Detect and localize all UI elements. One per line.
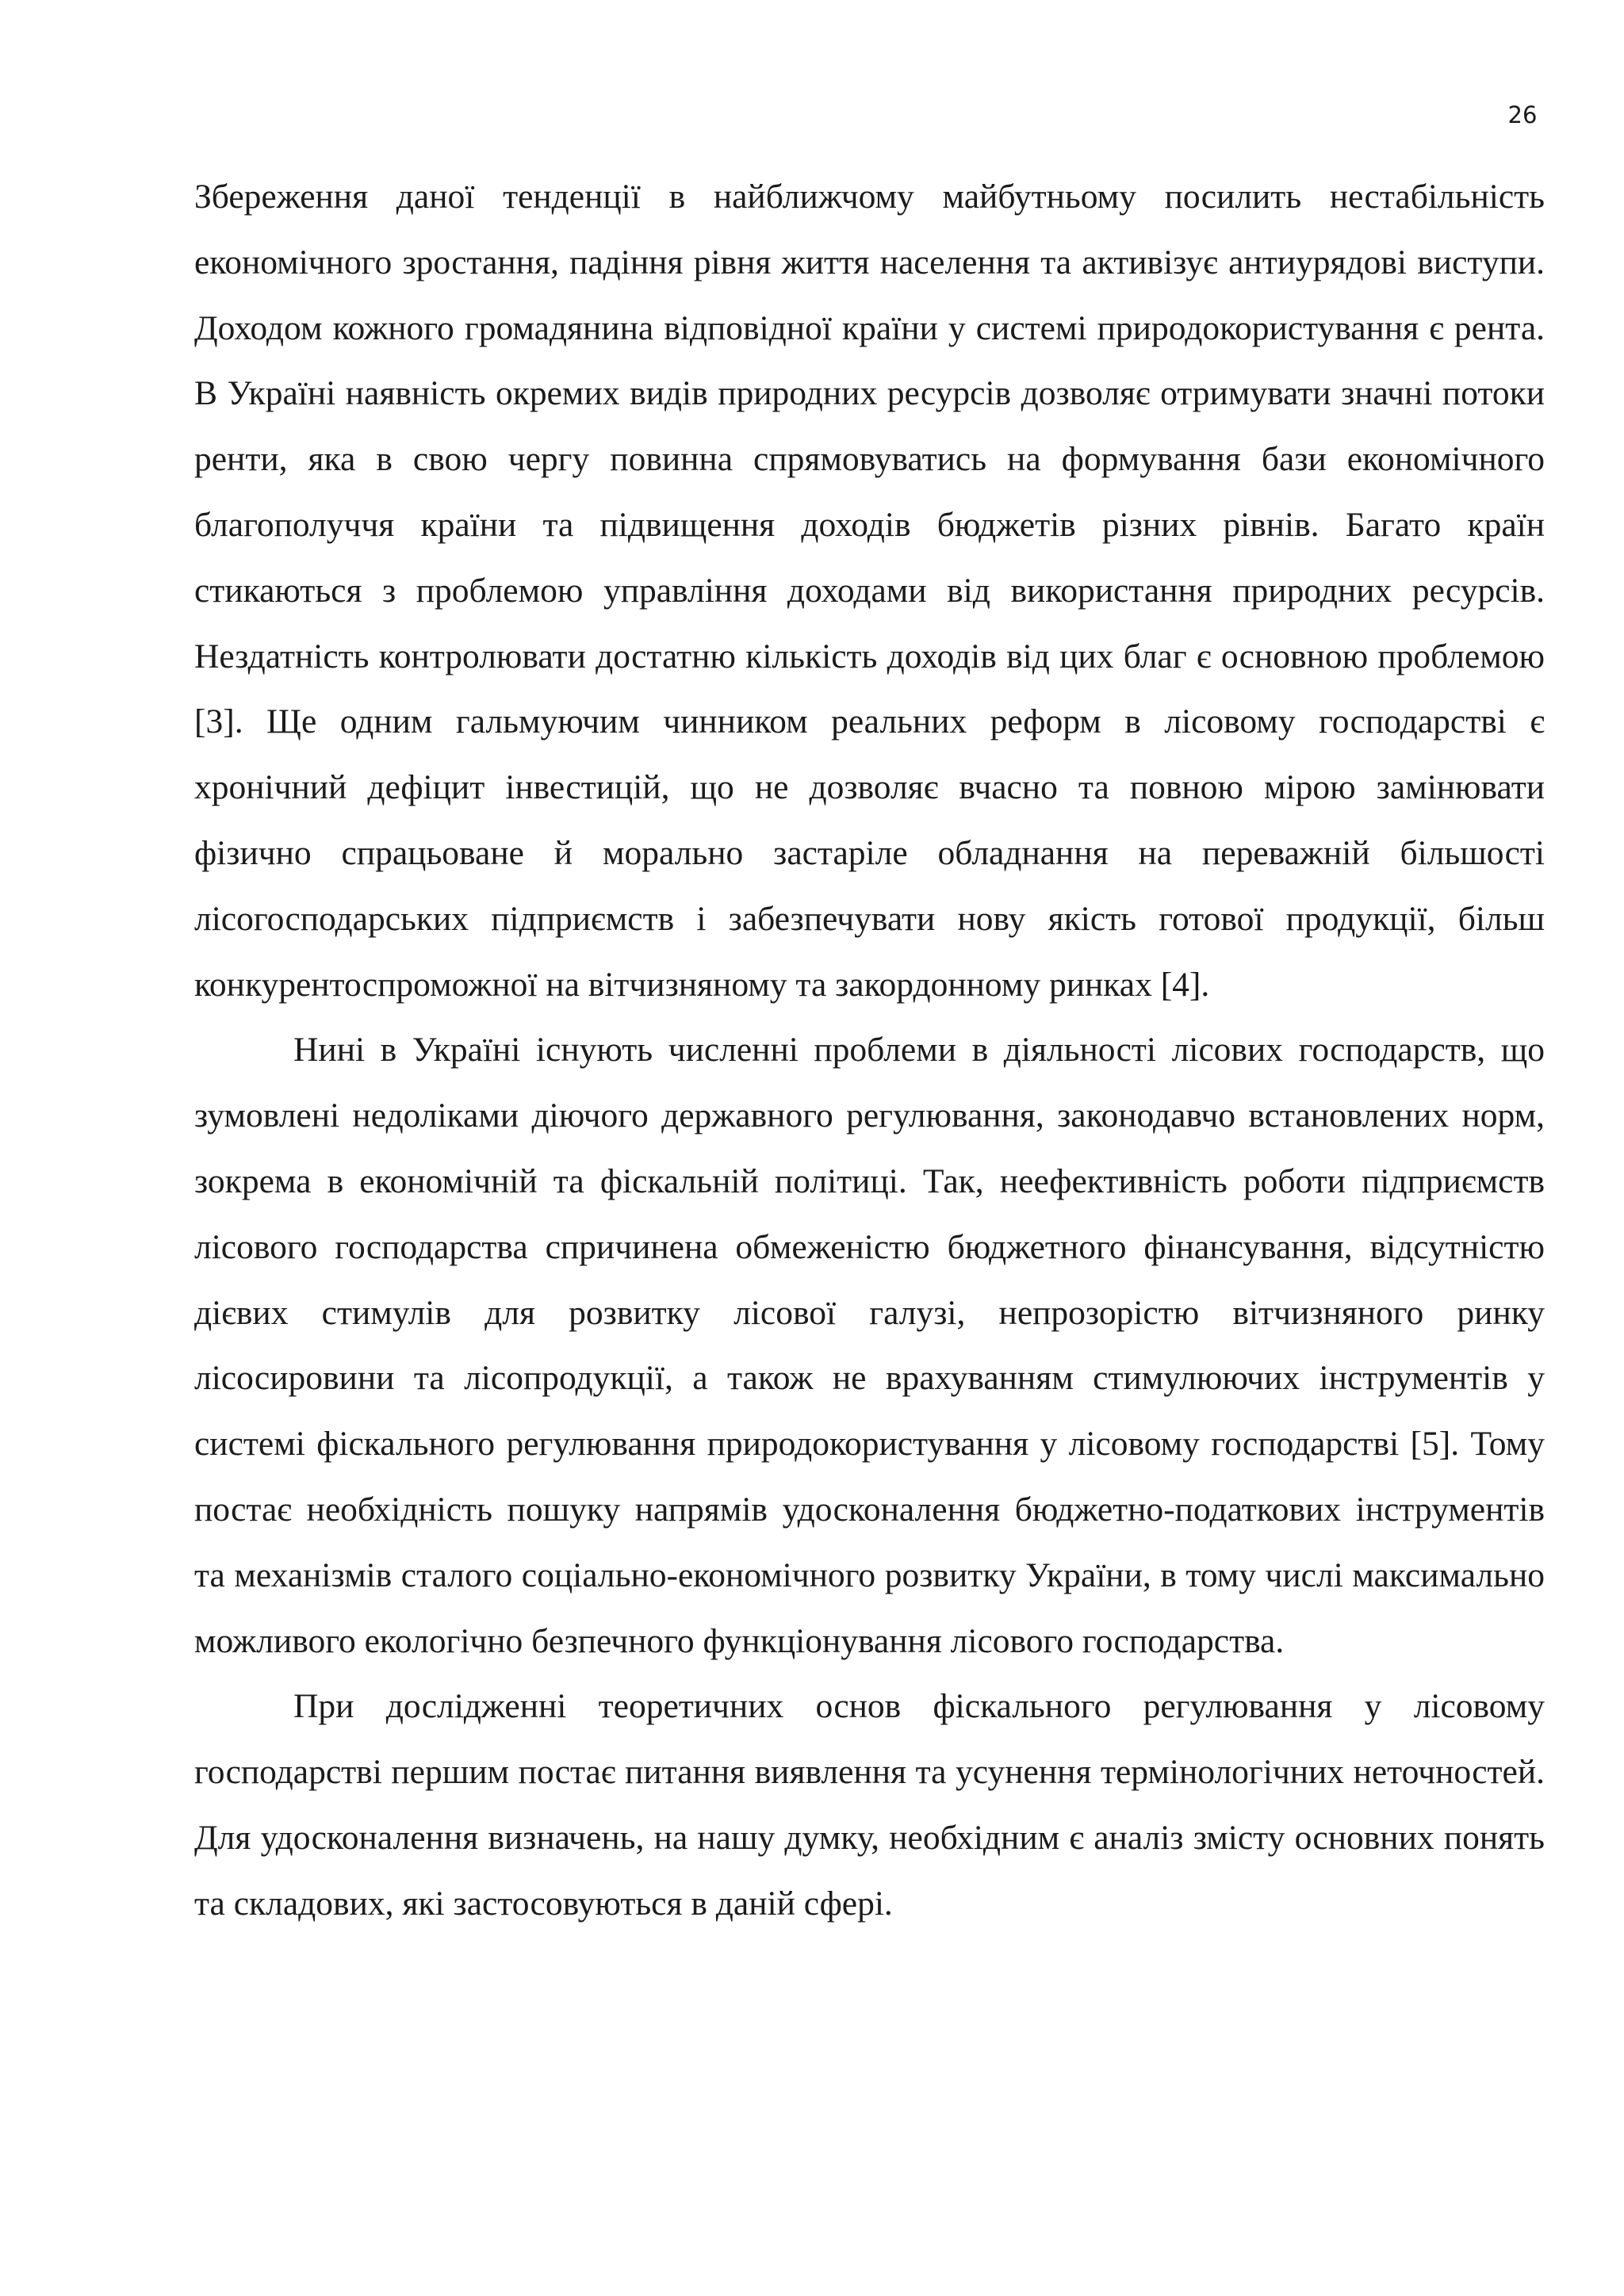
page-number: 26	[1507, 101, 1538, 128]
paragraph-1: Збереження даної тенденції в найближчому майбутньому посилить нестабільність економічного зростання, падіння рівня життя населення та активізує антиурядові виступи. Доходом кожного громадянина відповідної країни у системі природокористування є рента. В Україні наявність окремих видів природних ресурсів дозволяє отримувати значні потоки ренти, яка в свою чергу повинна спрямовуватись на формування бази економічного благополуччя країни та підвищення доходів бюджетів різних рівнів. Багато країн стикаються з проблемою управління доходами від використання природних ресурсів. Нездатність контролювати достатню кількість доходів від цих благ є основною проблемою [3]. Ще одним гальмуючим чинником реальних реформ в лісовому господарстві є хронічний дефіцит інвестицій, що не дозволяє вчасно та повною мірою замінювати фізично спрацьоване й морально застаріле обладнання на переважній більшості лісогосподарських підприємств і забезпечувати нову якість готової продукції, більш конкурентоспроможної на вітчизняному та закордонному ринках [4].	[194, 178, 1545, 1004]
paragraph-3: При дослідженні теоретичних основ фіскального регулювання у лісовому господарстві першим постає питання виявлення та усунення термінологічних неточностей. Для удосконалення визначень, на нашу думку, необхідним є аналіз змісту основних понять та складових, які застосовуються в даній сфері.	[194, 1687, 1545, 1923]
paragraph-2: Нині в Україні існують численні проблеми в діяльності лісових господарств, що зумовлені недоліками діючого державного регулювання, законодавчо встановлених норм, зокрема в економічній та фіскальній політиці. Так, неефективність роботи підприємств лісового господарства спричинена обмеженістю бюджетного фінансування, відсутністю дієвих стимулів для розвитку лісової галузі, непрозорістю вітчизняного ринку лісосировини та лісопродукції, а також не врахуванням стимулюючих інструментів у системі фіскального регулювання природокористування у лісовому господарстві [5]. Тому постає необхідність пошуку напрямів удосконалення бюджетно-податкових інструментів та механізмів сталого соціально-економічного розвитку України, в тому числі максимально можливого екологічно безпечного функціонування лісового господарства.	[194, 1031, 1545, 1660]
document-body	[194, 164, 1545, 1937]
